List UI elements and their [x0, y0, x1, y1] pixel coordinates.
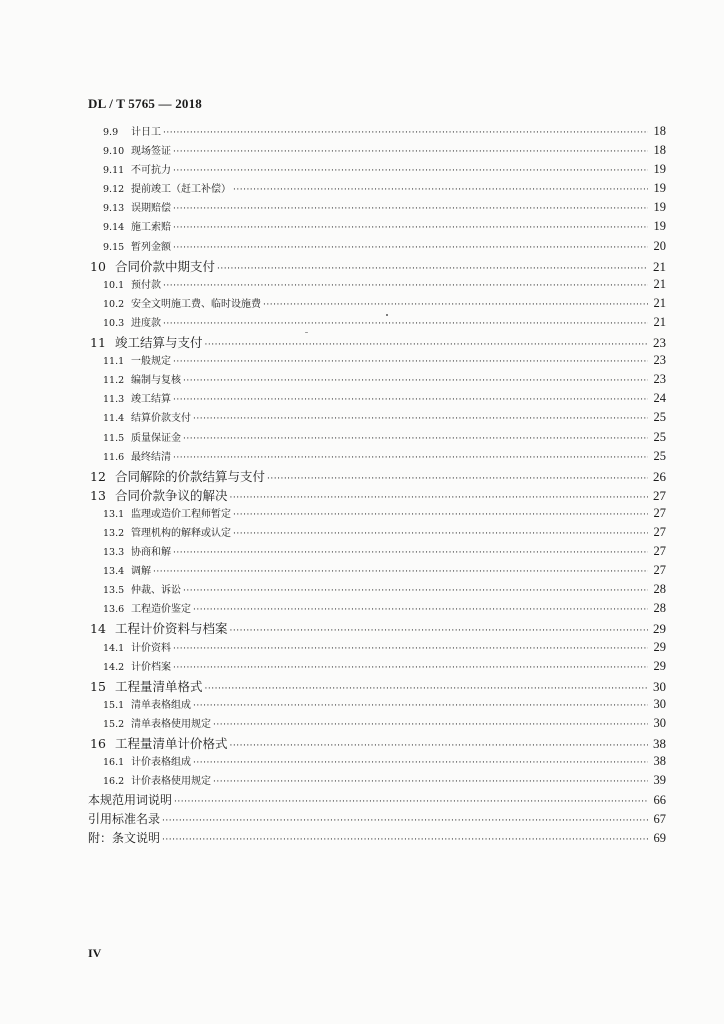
toc-number: 10.3: [103, 317, 125, 329]
toc-title: 调解: [131, 566, 151, 578]
toc-section-entry: [88, 429, 666, 448]
toc-leader-dots: [173, 204, 648, 214]
toc-title: 合同解除的价款结算与支付: [115, 468, 266, 484]
toc-number: 16.2: [103, 776, 125, 788]
toc-title: 暂列金额: [131, 241, 171, 253]
toc-section-entry: [88, 639, 666, 658]
toc-title: 编制与复核: [131, 375, 181, 387]
toc-title: 预付款: [131, 279, 161, 291]
toc-leader-dots: [173, 395, 648, 405]
toc-section-entry: [88, 142, 666, 161]
toc-number: 14.2: [103, 661, 125, 673]
toc-title: 计价表格使用规定: [131, 776, 211, 788]
toc-leader-dots: [162, 816, 648, 826]
toc-appendix-entry: [88, 791, 666, 810]
toc-page-number: 39: [653, 773, 666, 788]
toc-page-number: 25: [653, 429, 666, 444]
toc-number: 15: [90, 678, 106, 694]
toc-number: 9.12: [103, 184, 125, 196]
toc-section-entry: [88, 543, 666, 562]
toc-page-number: 24: [653, 391, 666, 406]
toc-title: 误期赔偿: [131, 203, 171, 215]
toc-leader-dots: [217, 264, 648, 274]
toc-leader-dots: [193, 414, 648, 424]
toc-page-number: 30: [653, 696, 666, 711]
toc-leader-dots: [193, 758, 648, 768]
toc-number: 13.5: [103, 585, 125, 597]
toc-leader-dots: [163, 281, 648, 291]
toc-leader-dots: [173, 548, 648, 558]
toc-leader-dots: [205, 684, 648, 694]
toc-page-number: 28: [653, 582, 666, 597]
toc-number: 16.1: [103, 757, 125, 769]
toc-leader-dots: [205, 340, 648, 350]
toc-page-number: 27: [653, 487, 666, 503]
toc-number: 11.1: [103, 356, 125, 368]
toc-title: 合同价款中期支付: [115, 258, 216, 274]
toc-page-number: 23: [653, 335, 666, 351]
toc-leader-dots: [162, 835, 648, 845]
toc-number: 13.6: [103, 604, 125, 616]
toc-number: 15.2: [103, 718, 125, 730]
toc-leader-dots: [173, 644, 648, 654]
toc-number: 9.10: [103, 146, 125, 158]
toc-number: 10: [90, 258, 106, 274]
toc-leader-dots: [163, 319, 648, 329]
toc-leader-dots: [173, 147, 648, 157]
toc-chapter-entry: [88, 257, 666, 276]
toc-leader-dots: [153, 567, 648, 577]
toc-title: 计价资料: [131, 642, 171, 654]
toc-page-number: 20: [653, 238, 666, 253]
toc-section-entry: [88, 409, 666, 428]
toc-number: 11.5: [103, 432, 125, 444]
toc-page-number: 18: [653, 143, 666, 158]
toc-leader-dots: [230, 626, 648, 636]
toc-title: 最终结清: [131, 451, 171, 463]
toc-number: 9.14: [103, 222, 125, 234]
toc-page-number: 38: [653, 754, 666, 769]
toc-page-number: 27: [653, 563, 666, 578]
toc-title: 计日工: [131, 127, 161, 138]
toc-page-number: 19: [653, 162, 666, 177]
toc-title: 竣工结算与支付: [115, 335, 203, 351]
toc-page-number: 29: [653, 621, 666, 637]
toc-number: 14: [90, 621, 106, 637]
toc-page-number: 30: [653, 715, 666, 730]
toc-leader-dots: [263, 300, 648, 310]
toc-number: 9.9: [103, 127, 119, 138]
toc-section-entry: [88, 352, 666, 371]
toc-number: 11: [90, 335, 106, 351]
toc-section-entry: [88, 772, 666, 791]
toc-number: 14.1: [103, 642, 125, 654]
toc-chapter-entry: [88, 677, 666, 696]
toc-section-entry: [88, 161, 666, 180]
toc-title: 工程计价资料与档案: [115, 621, 228, 637]
toc-leader-dots: [183, 376, 648, 386]
toc-leader-dots: [173, 357, 648, 367]
toc-section-entry: [88, 123, 666, 142]
toc-title: 清单表格组成: [131, 699, 191, 711]
toc-title: 提前竣工（赶工补偿）: [131, 184, 231, 196]
toc-number: 9.13: [103, 203, 125, 215]
toc-leader-dots: [230, 493, 648, 503]
toc-leader-dots: [173, 166, 648, 176]
toc-section-entry: [88, 295, 666, 314]
toc-title: 工程造价鉴定: [131, 604, 191, 616]
toc-title: 引用标准名录: [88, 812, 161, 827]
toc-page-number: 26: [653, 468, 666, 484]
toc-section-entry: [88, 505, 666, 524]
toc-title: 工程量清单计价格式: [115, 736, 228, 751]
toc-section-entry: [88, 581, 666, 600]
toc-title: 协商和解: [131, 547, 171, 559]
toc-title: 本规范用词说明: [88, 793, 173, 808]
toc-page-number: 21: [653, 295, 666, 310]
toc-title: 进度款: [131, 317, 161, 329]
toc-number: 9.15: [103, 241, 125, 253]
toc-page-number: 27: [653, 505, 666, 520]
toc-page-number: 21: [653, 258, 666, 274]
toc-page-number: 27: [653, 524, 666, 539]
toc-page-number: 38: [653, 736, 666, 751]
toc-page-number: 19: [653, 219, 666, 234]
toc-chapter-entry: [88, 486, 666, 505]
toc-page-number: 30: [653, 678, 666, 694]
toc-section-entry: [88, 448, 666, 467]
toc-chapter-entry: [88, 619, 666, 638]
toc-leader-dots: [233, 510, 648, 520]
toc-title: 计价档案: [131, 661, 171, 673]
toc-title: 一般规定: [131, 356, 171, 368]
toc-title: 施工索赔: [131, 222, 171, 234]
toc-leader-dots: [173, 243, 648, 253]
toc-appendix-entry: [88, 829, 666, 848]
toc-leader-dots: [173, 453, 648, 463]
toc-number: 13: [90, 487, 106, 503]
toc-page-number: 27: [653, 544, 666, 559]
toc-section-entry: [88, 218, 666, 237]
toc-section-entry: [88, 562, 666, 581]
toc-number: 11.3: [103, 394, 125, 406]
toc-title: 附：条文说明: [88, 831, 161, 846]
toc-number: 10.2: [103, 298, 125, 310]
toc-section-entry: [88, 600, 666, 619]
toc-section-entry: [88, 715, 666, 734]
toc-title: 安全文明施工费、临时设施费: [131, 298, 261, 310]
toc-section-entry: [88, 753, 666, 772]
toc-appendix-entry: [88, 810, 666, 829]
toc-chapter-entry: [88, 734, 666, 753]
toc-section-entry: [88, 180, 666, 199]
toc-section-entry: [88, 658, 666, 677]
toc-title: 清单表格使用规定: [131, 718, 211, 730]
toc-leader-dots: [193, 701, 648, 711]
toc-title: 工程量清单格式: [115, 678, 203, 694]
toc-section-entry: [88, 390, 666, 409]
toc-leader-dots: [213, 720, 648, 730]
toc-page-number: 69: [653, 831, 666, 846]
toc-page-number: 67: [653, 812, 666, 827]
toc-title: 结算价款支付: [131, 413, 191, 425]
toc-page-number: 21: [653, 276, 666, 291]
toc-title: 合同价款争议的解决: [115, 487, 228, 503]
standard-code-header: DL / T 5765 — 2018: [88, 96, 203, 111]
toc-chapter-entry: [88, 333, 666, 352]
toc-leader-dots: [267, 474, 648, 484]
scan-speck: [305, 332, 308, 333]
toc-number: 9.11: [103, 165, 125, 177]
table-of-contents: [88, 123, 666, 849]
scan-speck: [386, 314, 388, 316]
toc-leader-dots: [233, 529, 648, 539]
toc-page-number: 29: [653, 658, 666, 673]
toc-page-number: 18: [653, 124, 666, 138]
toc-number: 16: [90, 736, 106, 751]
toc-number: 13.3: [103, 547, 125, 559]
toc-title: 现场签证: [131, 146, 171, 158]
toc-number: 11.4: [103, 413, 125, 425]
toc-page-number: 23: [653, 372, 666, 387]
toc-section-entry: [88, 199, 666, 218]
toc-number: 13.2: [103, 527, 125, 539]
toc-title: 监理或造价工程师暂定: [131, 508, 231, 520]
toc-chapter-entry: [88, 467, 666, 486]
toc-number: 15.1: [103, 699, 125, 711]
toc-leader-dots: [173, 223, 648, 233]
toc-leader-dots: [163, 128, 648, 138]
toc-title: 竣工结算: [131, 394, 171, 406]
toc-page-number: 25: [653, 410, 666, 425]
toc-leader-dots: [173, 663, 648, 673]
toc-page-number: 19: [653, 181, 666, 196]
toc-section-entry: [88, 314, 666, 333]
toc-title: 计价表格组成: [131, 757, 191, 769]
toc-title: 管理机构的解释或认定: [131, 527, 231, 539]
toc-title: 质量保证金: [131, 432, 181, 444]
toc-page-number: 66: [653, 793, 666, 808]
toc-leader-dots: [193, 605, 648, 615]
toc-leader-dots: [233, 185, 648, 195]
toc-page-number: 28: [653, 601, 666, 616]
toc-section-entry: [88, 524, 666, 543]
toc-leader-dots: [183, 586, 648, 596]
toc-number: 11.6: [103, 451, 125, 463]
toc-title: 仲裁、诉讼: [131, 585, 181, 597]
page-number: IV: [88, 946, 102, 960]
toc-number: 13.1: [103, 508, 125, 520]
toc-section-entry: [88, 696, 666, 715]
toc-section-entry: [88, 238, 666, 257]
toc-number: 13.4: [103, 566, 125, 578]
toc-title: 不可抗力: [131, 165, 171, 177]
toc-leader-dots: [174, 797, 648, 807]
toc-number: 10.1: [103, 279, 125, 291]
toc-leader-dots: [183, 434, 648, 444]
toc-section-entry: [88, 371, 666, 390]
toc-leader-dots: [213, 777, 648, 787]
toc-page-number: 29: [653, 639, 666, 654]
toc-number: 12: [90, 468, 106, 484]
toc-section-entry: [88, 276, 666, 295]
toc-page-number: 19: [653, 200, 666, 215]
toc-page-number: 25: [653, 448, 666, 463]
toc-page-number: 23: [653, 353, 666, 368]
toc-leader-dots: [230, 741, 648, 751]
toc-page-number: 21: [653, 314, 666, 329]
toc-number: 11.2: [103, 375, 125, 387]
